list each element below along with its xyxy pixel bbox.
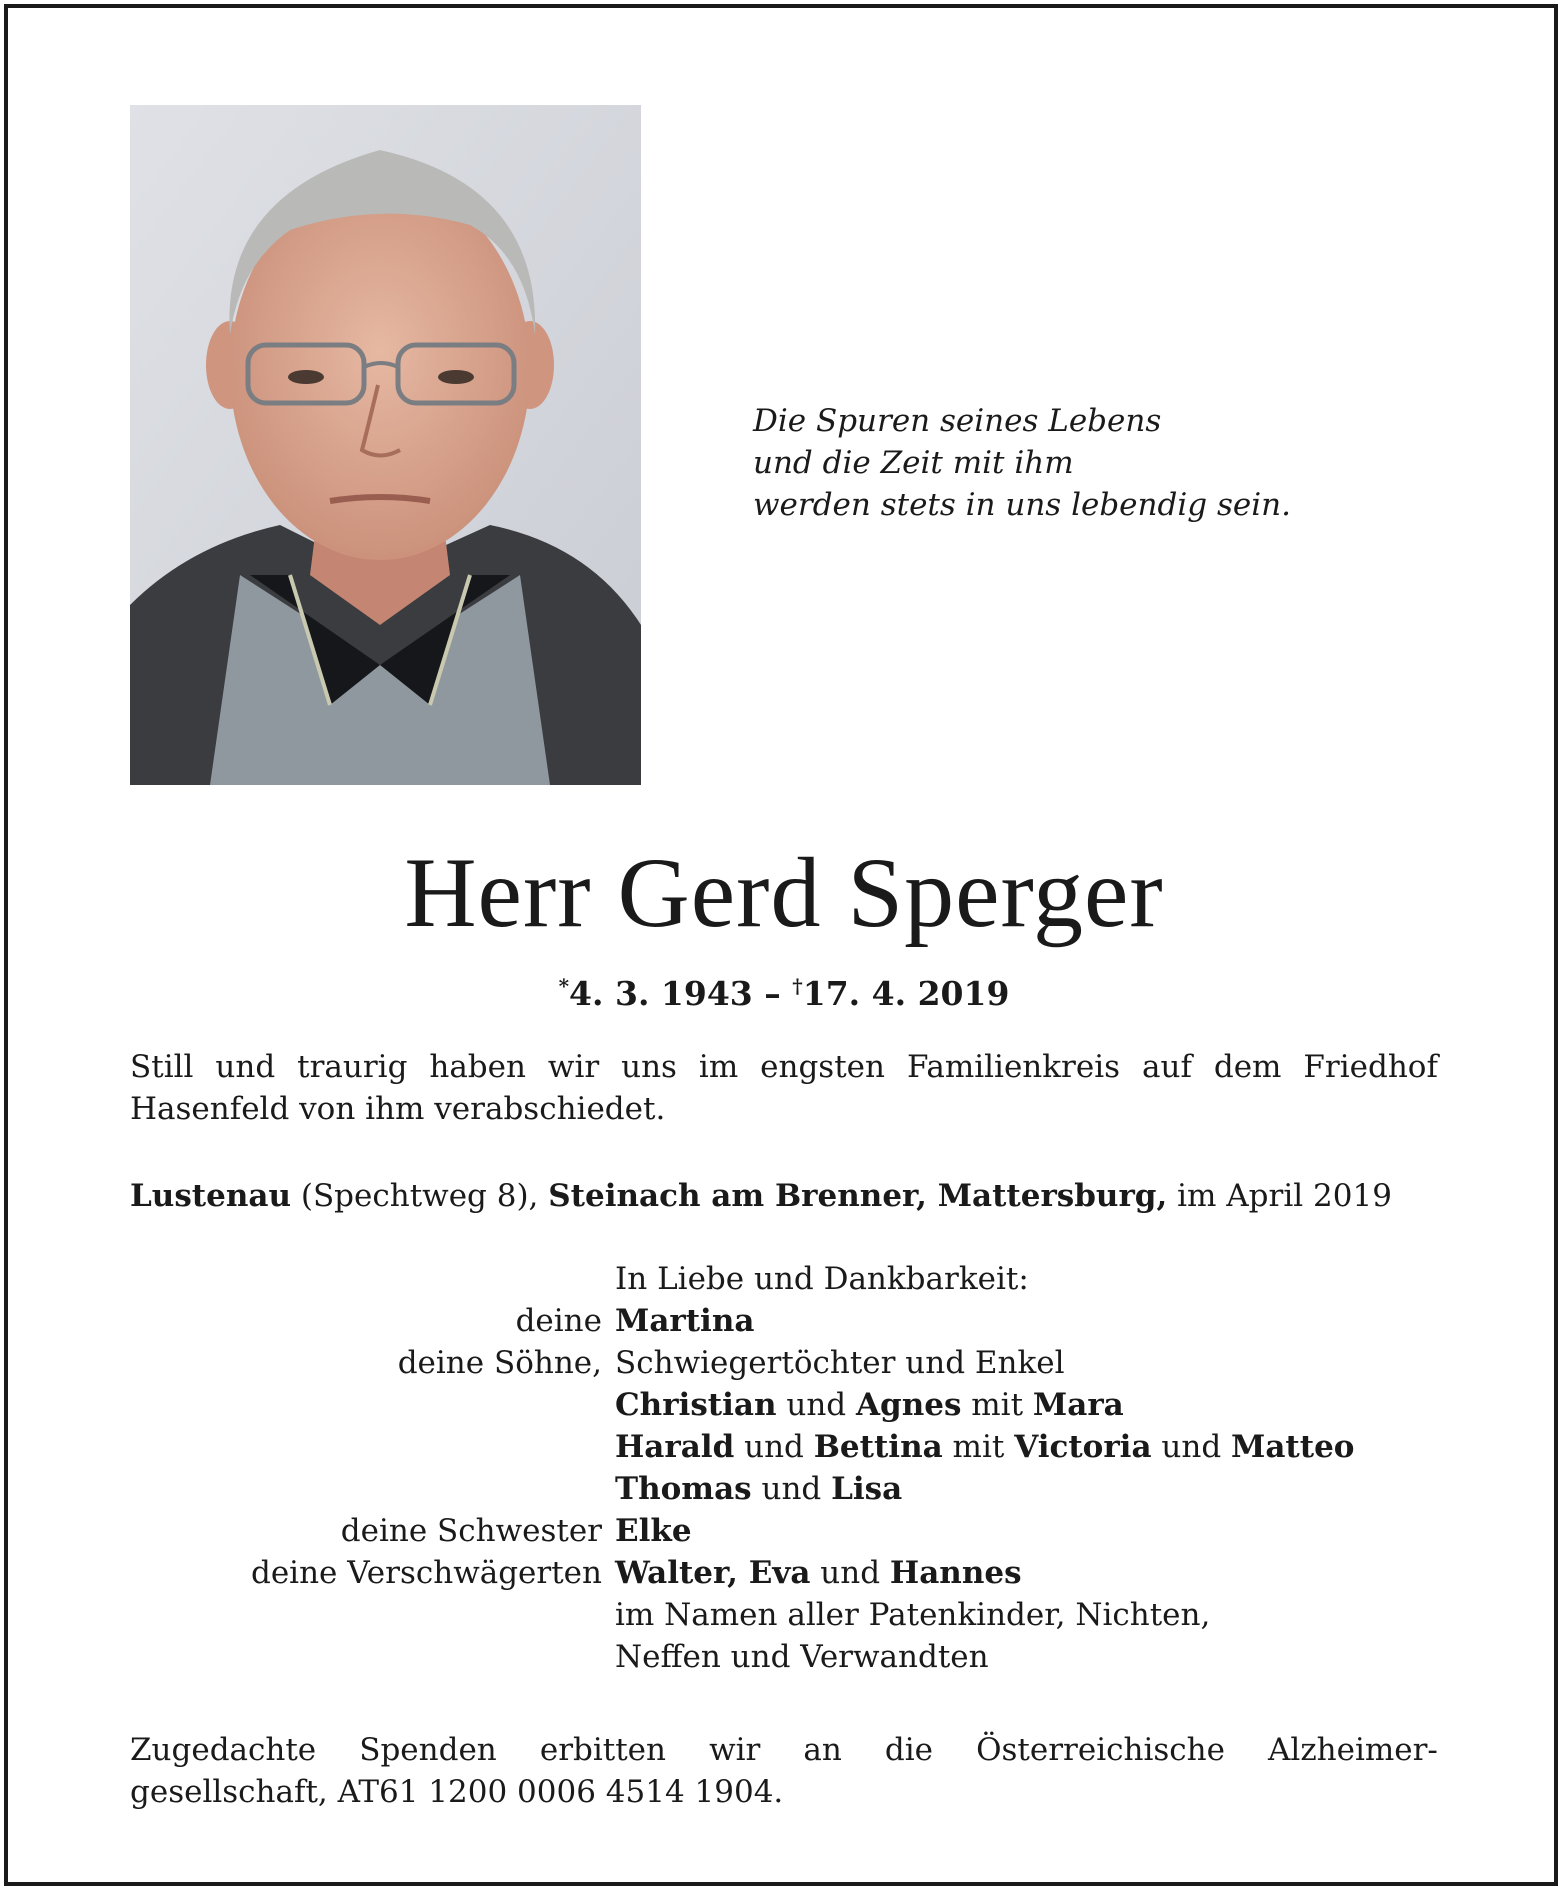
portrait-illustration	[130, 105, 641, 785]
family-signatures	[130, 1258, 1440, 1678]
farewell-line-justified	[130, 1046, 1438, 1088]
family-member-name: Hannes	[889, 1555, 1022, 1591]
family-names	[615, 1636, 1440, 1678]
farewell-line: Hasenfeld von ihm verabschiedet.	[130, 1091, 666, 1127]
farewell-word: traurig	[297, 1049, 408, 1085]
donation-word: Spenden	[359, 1732, 497, 1768]
family-names	[615, 1342, 1440, 1384]
family-connector: und	[734, 1429, 814, 1465]
farewell-word: Friedhof	[1303, 1049, 1438, 1085]
donation-word: an	[803, 1732, 842, 1768]
family-row	[130, 1300, 1440, 1342]
donation-word: wir	[709, 1732, 761, 1768]
farewell-word: uns	[621, 1049, 677, 1085]
donation-word: die	[884, 1732, 934, 1768]
family-row	[130, 1552, 1440, 1594]
family-names	[615, 1594, 1440, 1636]
family-member-name: Christian	[615, 1387, 777, 1423]
place-address: (Spechtweg 8),	[291, 1178, 549, 1214]
family-relation	[130, 1594, 615, 1636]
family-rows	[130, 1300, 1440, 1678]
place-date: im April 2019	[1167, 1178, 1392, 1214]
family-member-name: Lisa	[831, 1471, 903, 1507]
date-separator: –	[752, 974, 793, 1013]
family-member-name: Walter, Eva	[615, 1555, 811, 1591]
family-relation: deine Schwester	[340, 1513, 602, 1549]
family-connector: und	[751, 1471, 832, 1507]
family-row	[130, 1384, 1440, 1426]
family-connector: Neffen und Verwandten	[615, 1639, 989, 1675]
memorial-quote	[753, 400, 1393, 526]
death-date: 17. 4. 2019	[802, 974, 1010, 1013]
farewell-word: Still	[130, 1049, 194, 1085]
family-names	[615, 1300, 1440, 1342]
family-names	[615, 1468, 1440, 1510]
family-relation	[130, 1636, 615, 1678]
family-member-name: Thomas	[615, 1471, 752, 1507]
donation-line: gesellschaft, AT61 1200 0006 4514 1904.	[130, 1774, 784, 1810]
portrait-photo	[130, 105, 641, 785]
quote-line: und die Zeit mit ihm	[753, 445, 1074, 481]
quote-line: werden stets in uns lebendig sein.	[753, 487, 1291, 523]
family-names	[615, 1426, 1440, 1468]
farewell-word: dem	[1213, 1049, 1282, 1085]
family-row	[130, 1342, 1440, 1384]
family-connector: mit	[942, 1429, 1015, 1465]
place-line	[130, 1175, 1438, 1217]
family-row	[130, 1426, 1440, 1468]
family-member-name: Mara	[1032, 1387, 1124, 1423]
family-relation: deine Verschwägerten	[250, 1555, 602, 1591]
deceased-name: Herr Gerd Sperger	[404, 837, 1164, 948]
place-town: Lustenau	[130, 1178, 291, 1214]
family-names	[615, 1552, 1440, 1594]
family-connector: mit	[961, 1387, 1033, 1423]
farewell-word: im	[698, 1049, 739, 1085]
farewell-word: haben	[429, 1049, 526, 1085]
family-relation: deine Söhne,	[397, 1345, 602, 1381]
farewell-word: und	[215, 1049, 276, 1085]
family-relation	[130, 1384, 615, 1426]
family-row	[130, 1468, 1440, 1510]
farewell-paragraph	[130, 1046, 1438, 1130]
family-names	[615, 1384, 1440, 1426]
family-row	[130, 1594, 1440, 1636]
family-member-name: Bettina	[813, 1429, 943, 1465]
family-row	[130, 1636, 1440, 1678]
donation-paragraph	[130, 1729, 1438, 1813]
birth-symbol: *	[558, 974, 570, 998]
family-relation	[130, 1468, 615, 1510]
family-names	[615, 1510, 1440, 1552]
birth-date: 4. 3. 1943	[569, 974, 753, 1013]
family-intro: In Liebe und Dankbarkeit:	[615, 1261, 1029, 1297]
quote-line: Die Spuren seines Lebens	[753, 403, 1162, 439]
family-connector: im Namen aller Patenkinder, Nichten,	[615, 1597, 1211, 1633]
donation-word: Zugedachte	[130, 1732, 317, 1768]
place-towns: Steinach am Brenner, Mattersburg,	[548, 1178, 1168, 1214]
family-connector: und	[810, 1555, 890, 1591]
family-connector: und	[1151, 1429, 1232, 1465]
family-connector: Schwiegertöchter und Enkel	[615, 1345, 1065, 1381]
donation-word: erbitten	[539, 1732, 666, 1768]
family-member-name: Matteo	[1231, 1429, 1355, 1465]
farewell-word: wir	[547, 1049, 600, 1085]
farewell-word: auf	[1142, 1049, 1192, 1085]
family-intro-row	[130, 1258, 1440, 1300]
farewell-word: Familienkreis	[906, 1049, 1121, 1085]
life-dates	[0, 966, 1568, 1014]
family-member-name: Elke	[615, 1513, 692, 1549]
donation-word: Alzheimer-	[1268, 1732, 1438, 1768]
death-symbol: †	[792, 974, 803, 998]
family-row	[130, 1510, 1440, 1552]
donation-line-justified	[130, 1729, 1438, 1771]
family-connector: und	[776, 1387, 856, 1423]
family-member-name: Victoria	[1014, 1429, 1152, 1465]
farewell-word: engsten	[760, 1049, 885, 1085]
family-member-name: Harald	[615, 1429, 735, 1465]
donation-word: Österreichische	[976, 1732, 1225, 1768]
family-member-name: Martina	[615, 1303, 755, 1339]
family-member-name: Agnes	[855, 1387, 962, 1423]
family-relation	[130, 1426, 615, 1468]
family-relation: deine	[515, 1303, 602, 1339]
